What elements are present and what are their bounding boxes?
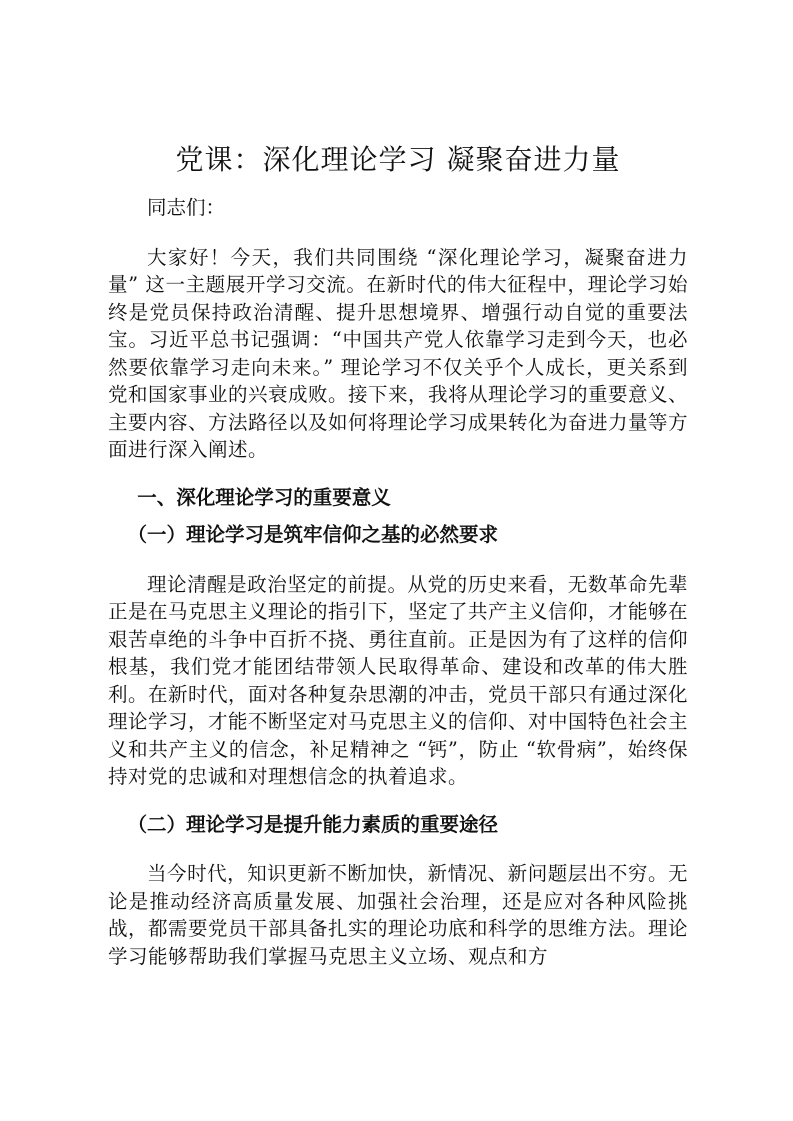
subsection-1-body: 理论清醒是政治坚定的前提。从党的历史来看，无数革命先辈正是在马克思主义理论的指引下，坚定了共产主义信仰，才能够在艰苦卓绝的斗争中百折不挠、勇往直前。正是因为有了这样的信仰根基，我们党才能团结带领人民取得革命、建设和改革的伟大胜利。在新时代，面对各种复杂思潮的冲击，党员干部只有通过深化理论学习，才能不断坚定对马克思主义的信仰、对中国特色社会主义和共产主义的信念，补足精神之 “钙”，防止 “软骨病”，始终保持对党的忠诚和对理想信念的执着追求。 bbox=[108, 572, 689, 788]
document-title: 党课：深化理论学习 凝聚奋进力量 bbox=[175, 143, 621, 176]
subsection-heading-2: （二）理论学习是提升能力素质的重要途径 bbox=[127, 812, 499, 836]
subsection-2-body: 当今时代，知识更新不断加快，新情况、新问题层出不穷。无论是推动经济高质量发展、加强社会治理，还是应对各种风险挑战，都需要党员干部具备扎实的理论功底和科学的思维方法。理论学习能够帮助我们掌握马克思主义立场、观点和方 bbox=[108, 862, 689, 968]
subsection-heading-1: （一）理论学习是筑牢信仰之基的必然要求 bbox=[127, 523, 499, 546]
document-page bbox=[108, 140, 688, 990]
salutation: 同志们： bbox=[147, 196, 226, 219]
section-heading-1: 一、深化理论学习的重要意义 bbox=[137, 485, 391, 509]
intro-paragraph: 大家好！今天，我们共同围绕 “深化理论学习，凝聚奋进力量” 这一主题展开学习交流。在新时代的伟大征程中，理论学习始终是党员保持政治清醒、提升思想境界、增强行动自觉的重要法宝。习近平总书记强调：“中国共产党人依靠学习走到今天，也必然要依靠学习走向未来。” 理论学习不仅关乎个人成长，更关系到党和国家事业的兴衰成败。接下来，我将从理论学习的重要意义、主要内容、方法路径以及如何将理论学习成果转化为奋进力量等方面进行深入阐述。 bbox=[108, 245, 689, 461]
